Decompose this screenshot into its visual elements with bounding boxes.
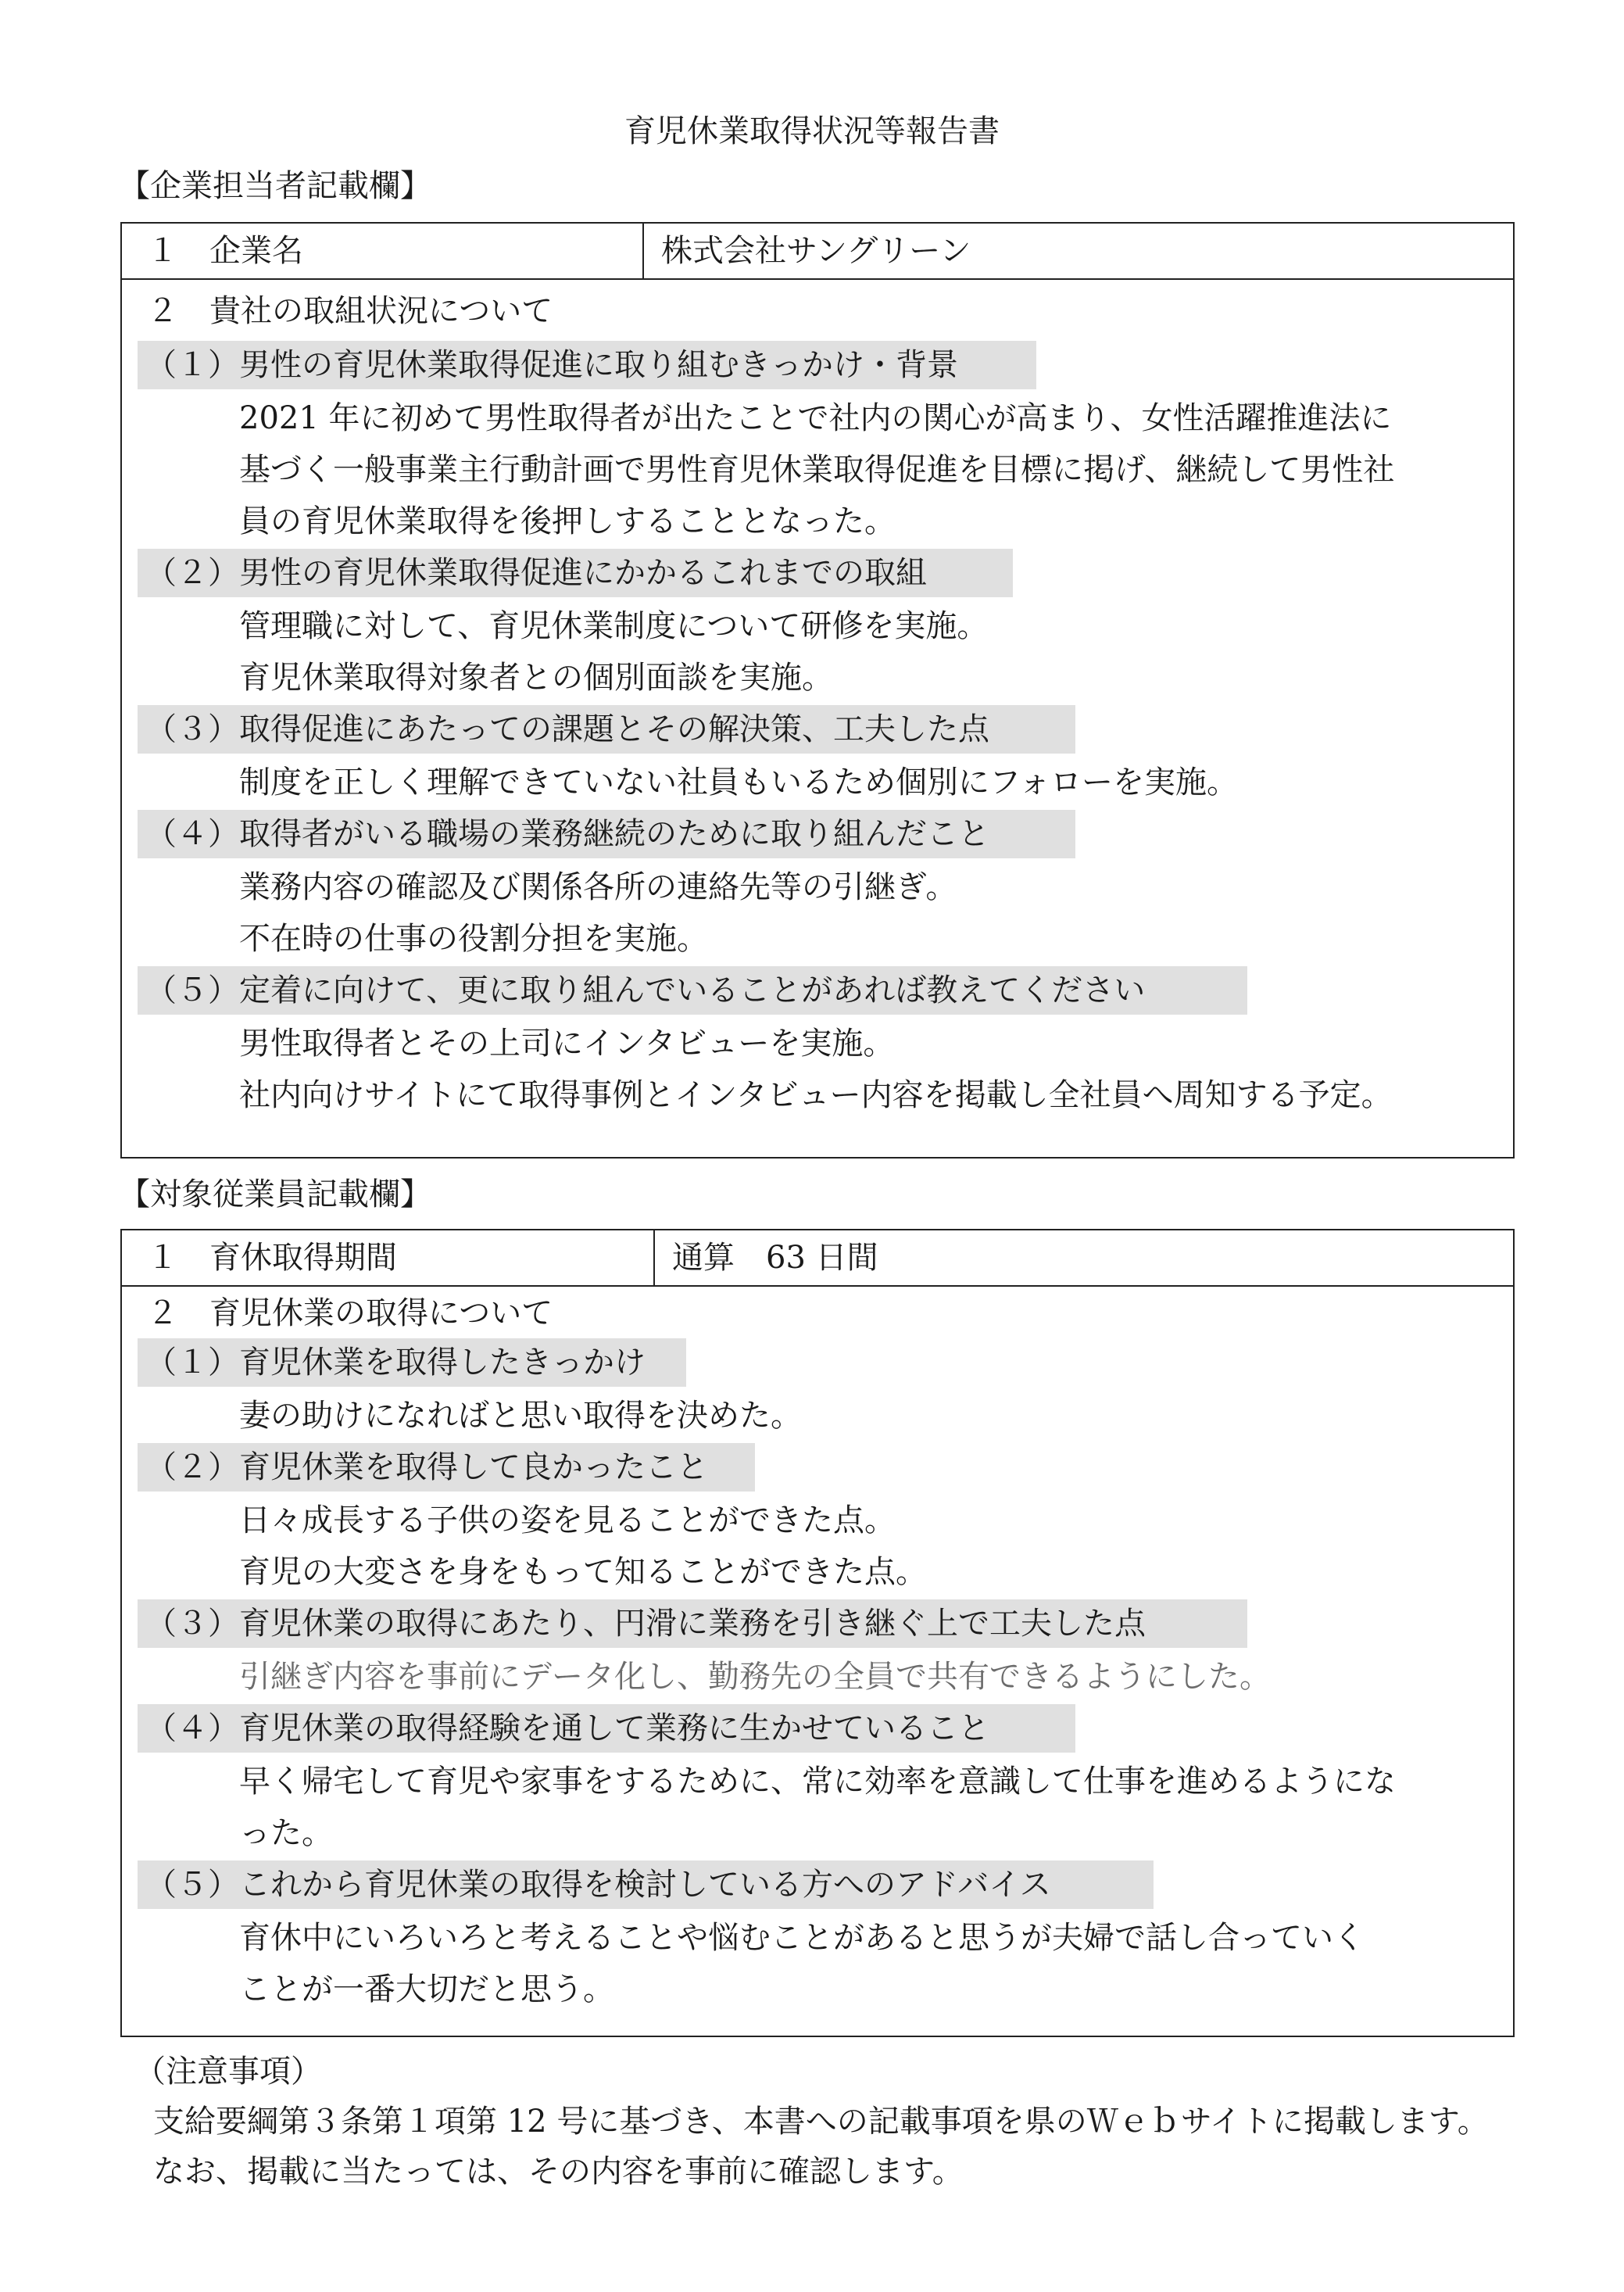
- notes-line-1: 支給要綱第３条第１項第 12 号に基づき、本書への記載事項を県のＷｅｂサイトに掲載します。: [153, 2104, 1489, 2140]
- company-name-divider: [642, 224, 644, 278]
- company-section-box: [120, 222, 1515, 1159]
- company-question-5: （５）定着に向けて、更に取り組んでいることがあれば教えてください: [138, 966, 1247, 1015]
- company-section-label: 【企業担当者記載欄】: [119, 168, 431, 204]
- employee-section-box: [120, 1229, 1515, 2037]
- company-answer-1-line-1: 2021 年に初めて男性取得者が出たことで社内の関心が高まり、女性活躍推進法に: [239, 400, 1392, 436]
- employee-answer-4-line-2: った。: [239, 1815, 333, 1851]
- page-title: 育児休業取得状況等報告書: [624, 113, 1000, 149]
- leave-period-divider: [653, 1230, 655, 1285]
- employee-answer-5-line-1: 育休中にいろいろと考えることや悩むことがあると思うが夫婦で話し合っていく: [239, 1920, 1365, 1956]
- company-answer-1-line-2: 基づく一般事業主行動計画で男性育児休業取得促進を目標に掲げ、継続して男性社: [239, 452, 1395, 488]
- company-answer-3-line-1: 制度を正しく理解できていない社員もいるため個別にフォローを実施。: [239, 765, 1238, 800]
- employee-answer-3-line-1: 引継ぎ内容を事前にデータ化し、勤務先の全員で共有できるようにした。: [239, 1659, 1271, 1695]
- company-question-1: （１）男性の育児休業取得促進に取り組むきっかけ・背景: [138, 341, 1036, 389]
- company-answer-4-line-1: 業務内容の確認及び関係各所の連絡先等の引継ぎ。: [239, 869, 957, 905]
- employee-question-5: （５）これから育児休業の取得を検討している方へのアドバイス: [138, 1860, 1154, 1909]
- company-question-2: （２）男性の育児休業取得促進にかかるこれまでの取組: [138, 549, 1013, 597]
- employee-block-title: ２ 育児休業の取得について: [147, 1295, 553, 1331]
- employee-question-2: （２）育児休業を取得して良かったこと: [138, 1443, 755, 1492]
- employee-answer-4-line-1: 早く帰宅して育児や家事をするために、常に効率を意識して仕事を進めるようにな: [239, 1764, 1396, 1800]
- employee-question-4: （４）育児休業の取得経験を通して業務に生かせていること: [138, 1704, 1075, 1753]
- employee-section-label: 【対象従業員記載欄】: [119, 1176, 431, 1212]
- company-answer-2-line-1: 管理職に対して、育児休業制度について研修を実施。: [239, 608, 989, 644]
- company-name-value: 株式会社サングリーン: [661, 233, 971, 269]
- employee-question-3: （３）育児休業の取得にあたり、円滑に業務を引き継ぐ上で工夫した点: [138, 1599, 1247, 1648]
- notes-line-2: なお、掲載に当たっては、その内容を事前に確認します。: [153, 2154, 964, 2190]
- company-answer-4-line-2: 不在時の仕事の役割分担を実施。: [239, 921, 708, 957]
- company-question-3: （３）取得促進にあたっての課題とその解決策、工夫した点: [138, 705, 1075, 754]
- company-name-label: １ 企業名: [147, 233, 303, 269]
- employee-answer-2-line-2: 育児の大変さを身をもって知ることができた点。: [239, 1554, 927, 1590]
- company-question-4: （４）取得者がいる職場の業務継続のために取り組んだこと: [138, 810, 1075, 858]
- notes-title: （注意事項）: [134, 2054, 322, 2090]
- company-answer-5-line-2: 社内向けサイトにて取得事例とインタビュー内容を掲載し全社員へ周知する予定。: [239, 1077, 1393, 1113]
- employee-answer-2-line-1: 日々成長する子供の姿を見ることができた点。: [239, 1502, 896, 1538]
- employee-answer-5-line-2: ことが一番大切だと思う。: [239, 1971, 614, 2007]
- company-answer-5-line-1: 男性取得者とその上司にインタビューを実施。: [239, 1026, 895, 1062]
- employee-question-1: （１）育児休業を取得したきっかけ: [138, 1338, 686, 1387]
- leave-period-value: 通算 63 日間: [672, 1240, 878, 1276]
- employee-answer-1-line-1: 妻の助けになればと思い取得を決めた。: [239, 1398, 802, 1434]
- company-answer-2-line-2: 育児休業取得対象者との個別面談を実施。: [239, 660, 833, 696]
- company-answer-1-line-3: 員の育児休業取得を後押しすることとなった。: [239, 503, 896, 539]
- company-block-title: ２ 貴社の取組状況について: [147, 293, 553, 329]
- company-name-row: [122, 224, 1513, 280]
- leave-period-row: [122, 1230, 1513, 1287]
- leave-period-label: １ 育休取得期間: [147, 1240, 397, 1276]
